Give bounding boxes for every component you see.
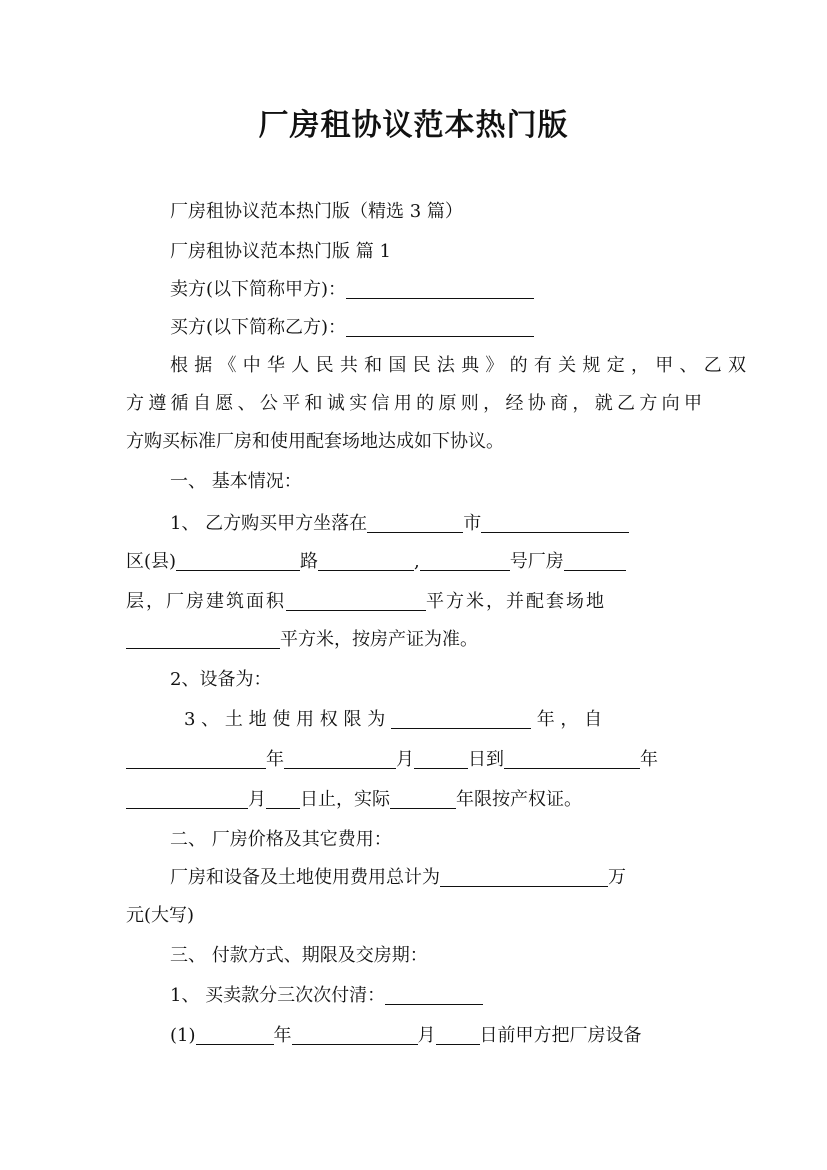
intro-line-3: 方购买标准厂房和使用配套场地达成如下协议。 — [126, 431, 504, 452]
blank-actual-term — [390, 786, 456, 809]
seller-label: 卖方(以下简称甲方)： — [170, 279, 347, 300]
road-label: 路 — [300, 551, 319, 572]
price-unit: 万 — [608, 867, 626, 888]
blank-site-area — [126, 626, 280, 649]
day-end-label: 日止，实际 — [300, 789, 390, 810]
seller-blank — [346, 276, 534, 299]
blank-month-end — [126, 786, 248, 809]
blank-area — [286, 588, 426, 611]
term-label: 年限按产权证。 — [456, 789, 582, 810]
floor-label: 层，厂房建筑面积 — [126, 591, 286, 612]
blank-price — [440, 864, 608, 887]
subtitle-line: 厂房租协议范本热门版（精选 3 篇） — [170, 201, 463, 222]
blank-land-term — [391, 706, 531, 729]
blank-payment — [385, 982, 483, 1005]
item-2-line: 2、设备为： — [170, 669, 272, 690]
intro-line-2: 方遵循自愿、公平和诚实信用的原则，经协商，就乙方向甲 — [126, 393, 702, 414]
comma: , — [414, 551, 420, 572]
item-1-line-3 — [126, 582, 702, 622]
item-3-line-1 — [126, 700, 760, 740]
blank-day-start — [414, 746, 468, 769]
section-1-heading: 一、 基本情况： — [170, 471, 302, 492]
blank-floor — [564, 548, 626, 571]
blank-sub-year — [196, 1022, 274, 1045]
sub-year-label: 年 — [273, 1025, 292, 1046]
blank-year-end — [504, 746, 640, 769]
sub-item-text: 日前甲方把厂房设备 — [479, 1025, 642, 1046]
month-label-2: 月 — [248, 789, 266, 810]
city-label: 市 — [463, 513, 482, 534]
district-label: 区(县) — [126, 551, 177, 572]
document-title: 厂房租协议范本热门版 — [258, 108, 569, 143]
price-line-1 — [126, 858, 746, 898]
chapter-line: 厂房租协议范本热门版 篇 1 — [170, 241, 391, 262]
blank-sub-day — [436, 1022, 480, 1045]
item-1-line-4 — [126, 620, 702, 660]
sqm-label-2: 平方米，按房产证为准。 — [280, 629, 478, 650]
payment-1-line — [126, 976, 746, 1016]
blank-year-start — [126, 746, 266, 769]
item-1-line-1 — [126, 504, 746, 544]
item-3-line-2 — [126, 740, 702, 780]
price-line-2: 元(大写) — [126, 905, 195, 926]
year-from-label: 年 ， 自 — [536, 709, 603, 730]
buyer-line — [126, 308, 746, 348]
sub-item-number: (1) — [170, 1025, 196, 1046]
number-label: 号厂房 — [509, 551, 564, 572]
item-1-text: 1、 乙方购买甲方坐落在 — [170, 513, 368, 534]
blank-road — [318, 548, 414, 571]
item-3-text: 3 、 土 地 使 用 权 限 为 — [184, 709, 386, 730]
month-label: 月 — [396, 749, 414, 770]
payment-1-text: 1、 买卖款分三次次付清： — [170, 985, 386, 1006]
price-text: 厂房和设备及土地使用费用总计为 — [170, 867, 440, 888]
payment-1-sub-line — [126, 1016, 746, 1056]
blank-month-start — [284, 746, 396, 769]
buyer-blank — [346, 314, 534, 337]
blank-city — [481, 510, 629, 533]
year-label: 年 — [266, 749, 284, 770]
day-to-label: 日到 — [468, 749, 504, 770]
blank-day-end — [266, 786, 300, 809]
buyer-label: 买方(以下简称乙方)： — [170, 317, 347, 338]
blank-sub-month — [292, 1022, 418, 1045]
blank-district — [176, 548, 300, 571]
intro-line-1: 根据《中华人民共和国民法典》的有关规定，甲、乙双 — [170, 355, 746, 376]
seller-line — [126, 270, 746, 310]
item-1-line-2 — [126, 542, 702, 582]
blank-number — [420, 548, 510, 571]
sub-month-label: 月 — [417, 1025, 436, 1046]
section-2-heading: 二、 厂房价格及其它费用： — [170, 829, 392, 850]
blank-location — [367, 510, 463, 533]
item-3-line-3 — [126, 780, 702, 820]
section-3-heading: 三、 付款方式、期限及交房期： — [170, 945, 428, 966]
sqm-label: 平方米，并配套场地 — [426, 591, 606, 612]
year-label-2: 年 — [640, 749, 658, 770]
